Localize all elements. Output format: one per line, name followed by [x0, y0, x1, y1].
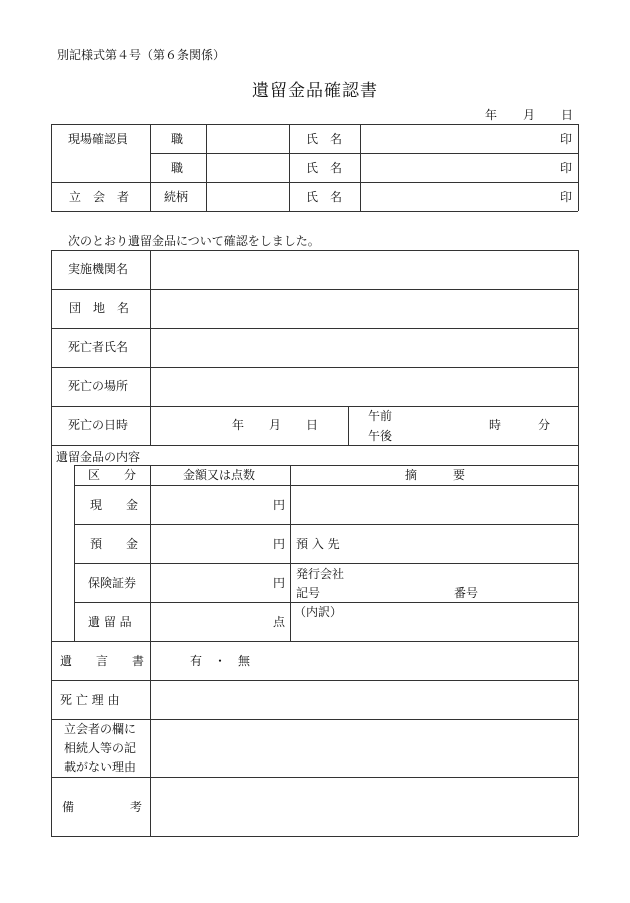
- will-label: 遺 言 書: [60, 654, 145, 668]
- seal-1: 印: [560, 132, 573, 146]
- deposit-note: 預 入 先: [296, 537, 340, 551]
- date-year: 年: [485, 108, 498, 122]
- will-dot: ・: [214, 654, 227, 668]
- complex-label: 団 地 名: [69, 301, 130, 315]
- position-label-1: 職: [171, 132, 184, 146]
- witness-label: 立 会 者: [69, 190, 130, 204]
- reason-line-1: 立会者の欄に: [64, 722, 137, 736]
- items-section-label: 遺留金品の内容: [56, 450, 141, 464]
- pm-label: 午後: [368, 429, 393, 443]
- death-day: 日: [306, 418, 319, 432]
- site-confirmer-label: 現場確認員: [68, 132, 129, 146]
- deposit-label: 預 金: [90, 537, 139, 551]
- death-year: 年: [232, 418, 245, 432]
- relationship-label: 続柄: [164, 190, 189, 204]
- am-label: 午前: [368, 409, 393, 423]
- date-month: 月: [523, 108, 536, 122]
- insurance-unit: 円: [273, 576, 286, 590]
- death-month: 月: [269, 418, 282, 432]
- will-no: 無: [238, 654, 251, 668]
- form-number: 別記様式第４号（第６条関係）: [57, 48, 226, 62]
- hour-label: 時: [489, 418, 502, 432]
- seal-3: 印: [560, 190, 573, 204]
- remarks-label-2: 考: [130, 800, 143, 814]
- insurance-number: 番号: [454, 586, 479, 600]
- deposit-unit: 円: [273, 537, 286, 551]
- intro-text: 次のとおり遺留金品について確認をしました。: [68, 234, 320, 248]
- insurance-label: 保険証券: [88, 576, 137, 590]
- deceased-name-label: 死亡者氏名: [68, 340, 129, 354]
- date-day: 日: [561, 108, 574, 122]
- col-category: 区 分: [88, 468, 137, 482]
- reason-line-3: 載がない理由: [64, 760, 137, 774]
- col-summary: 摘 要: [405, 468, 466, 482]
- insurance-company: 発行会社: [296, 567, 345, 581]
- name-label-1: 氏 名: [306, 132, 343, 146]
- belongings-note: （内訳）: [294, 605, 343, 619]
- will-yes: 有: [190, 654, 203, 668]
- name-label-3: 氏 名: [306, 190, 343, 204]
- death-datetime-label: 死亡の日時: [68, 418, 129, 432]
- col-amount: 金額又は点数: [183, 468, 256, 482]
- page-title: 遺留金品確認書: [252, 81, 378, 101]
- remarks-label-1: 備: [62, 800, 75, 814]
- agency-label: 実施機関名: [68, 262, 129, 276]
- insurance-symbol: 記号: [296, 586, 321, 600]
- reason-line-2: 相続人等の記: [64, 741, 137, 755]
- death-place-label: 死亡の場所: [68, 379, 129, 393]
- name-label-2: 氏 名: [306, 161, 343, 175]
- belongings-label: 遺 留 品: [88, 615, 132, 629]
- minute-label: 分: [538, 418, 551, 432]
- cash-unit: 円: [273, 498, 286, 512]
- position-label-2: 職: [171, 161, 184, 175]
- death-reason-label: 死 亡 理 由: [60, 693, 120, 707]
- cash-label: 現 金: [90, 498, 139, 512]
- seal-2: 印: [560, 161, 573, 175]
- belongings-unit: 点: [273, 615, 286, 629]
